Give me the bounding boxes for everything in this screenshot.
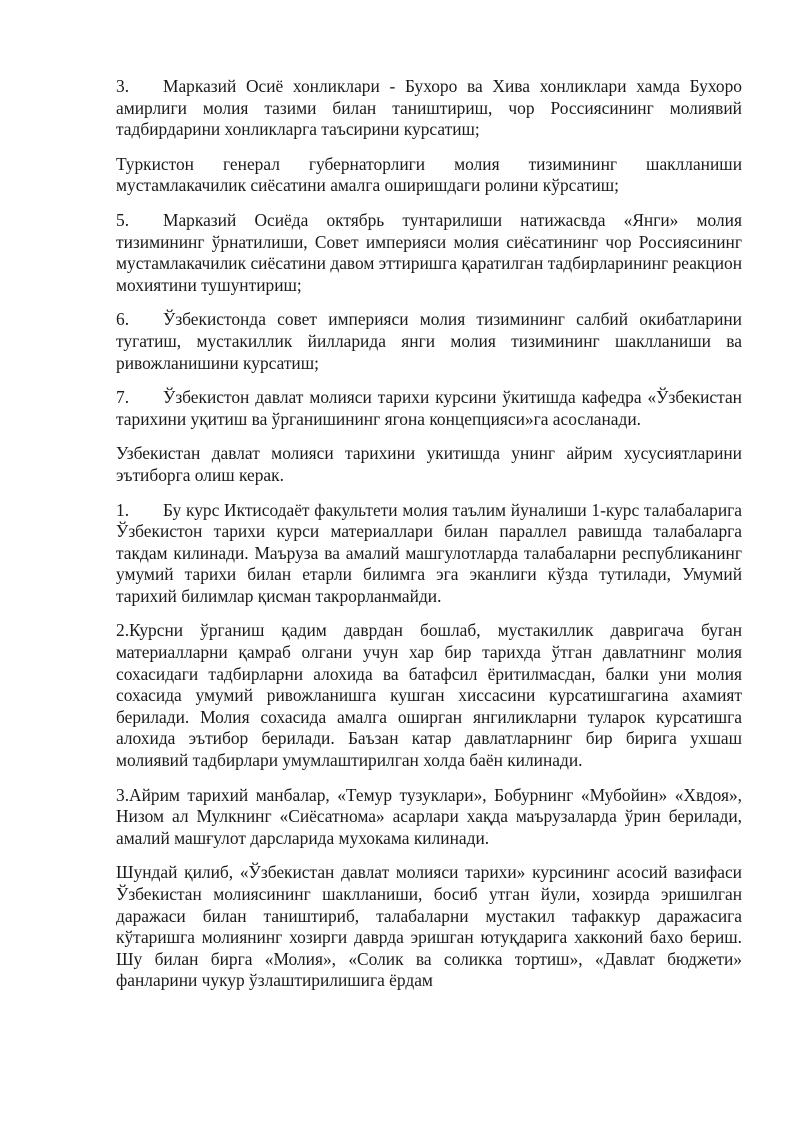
paragraph-text: 2.Курсни ўрганиш қадим даврдан бошлаб, мустакиллик давригача буган материалларни қамраб олгани учун хар бир тарихда ўтган давлатнинг молия сохасидаги тадбирларни алохида ва батафсил ёритилмасдан, балки уни молия сохасида умумий ривожланишга кушган хиссасини курсатишгагина ахамият берилади. Молия сохасида амалга оширган янгиликларни туларок курсатишга алохида эътибор берилади. Баъзан катар давлатларнинг бир бирига ухшаш молиявий тадбирлари умумлаштирилган холда баён килинади. <box>116 620 742 771</box>
paragraph-5 <box>116 210 742 296</box>
paragraph-text: 3.Айрим тарихий манбалар, «Темур тузуклари», Бобурнинг «Мубойин» «Хвдоя», Низом ал Мулкнинг «Сиёсатнома» асарлари хақда маърузаларда ўрин берилади, амалий машғулот дарсларида мухокама килинади. <box>116 784 742 848</box>
paragraph-number: 5. <box>116 209 130 230</box>
paragraph-3 <box>116 76 742 141</box>
paragraph-number: 7. <box>116 387 130 408</box>
paragraph-text: Узбекистан давлат молияси тарихини укитишда унинг айрим хусусиятларини эътиборга олиш керак. <box>116 443 742 485</box>
paragraph-turkestan <box>116 154 742 197</box>
document-body <box>116 76 742 1005</box>
paragraph-number: 1. <box>116 499 130 520</box>
paragraph-6 <box>116 309 742 374</box>
paragraph-feature-1 <box>116 500 742 608</box>
paragraph-text: Марказий Осиё хонликлари - Бухоро ва Хива хонликлари хамда Бухоро амирлиги молия тазими билан таништириш, чор Россиясининг молиявий тадбирдарини хонликларга таъсирини курсатиш; <box>116 76 742 140</box>
paragraph-text: Ўзбекистонда совет империяси молия тизимининг салбий окибатларини тугатиш, мустакиллик йилларида янги молия тизимининг шаклланиши ва ривожланишини курсатиш; <box>116 309 742 373</box>
paragraph-number: 6. <box>116 309 130 330</box>
paragraph-text: Туркистон генерал губернаторлиги молия тизимининг шаклланиши мустамлакачилик сиёсатини амалга оширишдаги ролини кўрсатиш; <box>116 153 742 196</box>
paragraph-feature-3 <box>116 785 742 850</box>
paragraph-text: Марказий Осиёда октябрь тунтарилиши натижасвда «Янги» молия тизимининг ўрнатилиши, Совет империяси молия сиёсатининг чор Россиясининг мустамлакачилик сиёсатини давом эттиришга қаратилган тадбирларининг реакцион мохиятини тушунтириш; <box>116 209 742 295</box>
paragraph-7 <box>116 387 742 430</box>
paragraph-text: Ўзбекистон давлат молияси тарихи курсини ўкитишда кафедра «Ўзбекистан тарихини уқитиш ва ўрганишининг ягона концепцияси»га асосланади. <box>116 387 742 429</box>
paragraph-feature-2 <box>116 620 742 771</box>
paragraph-number: 3. <box>116 76 130 96</box>
paragraph-conclusion <box>116 862 742 992</box>
paragraph-text: Бу курс Иктисодаёт факультети молия таълим йуналиши 1-курс талабаларига Ўзбекистон тарихи курси материаллари билан параллел равишда талабаларга такдам килинади. Маъруза ва амалий машгулотларда талабаларни республиканинг умумий тарихи билан етарли билимга эга эканлиги кўзда тутилади, Умумий тарихий билимлар қисман такрорланмайди. <box>116 499 742 606</box>
paragraph-text: Шундай қилиб, «Ўзбекистан давлат молияси тарихи» курсининг асосий вазифаси Ўзбекистан молиясининг шаклланиши, босиб утган йули, хозирда эришилган даражаси билан таништириб, талабаларни мустакил тафаккур даражасига кўтаришга молиянинг хозирги даврда эришган ютуқдарига хакконий бахо бериш. Шу билан бирга «Молия», «Солик ва соликка тортиш», «Давлат бюджети» фанларини чукур ўзлаштирилишига ёрдам <box>116 862 742 991</box>
paragraph-features-intro <box>116 443 742 486</box>
